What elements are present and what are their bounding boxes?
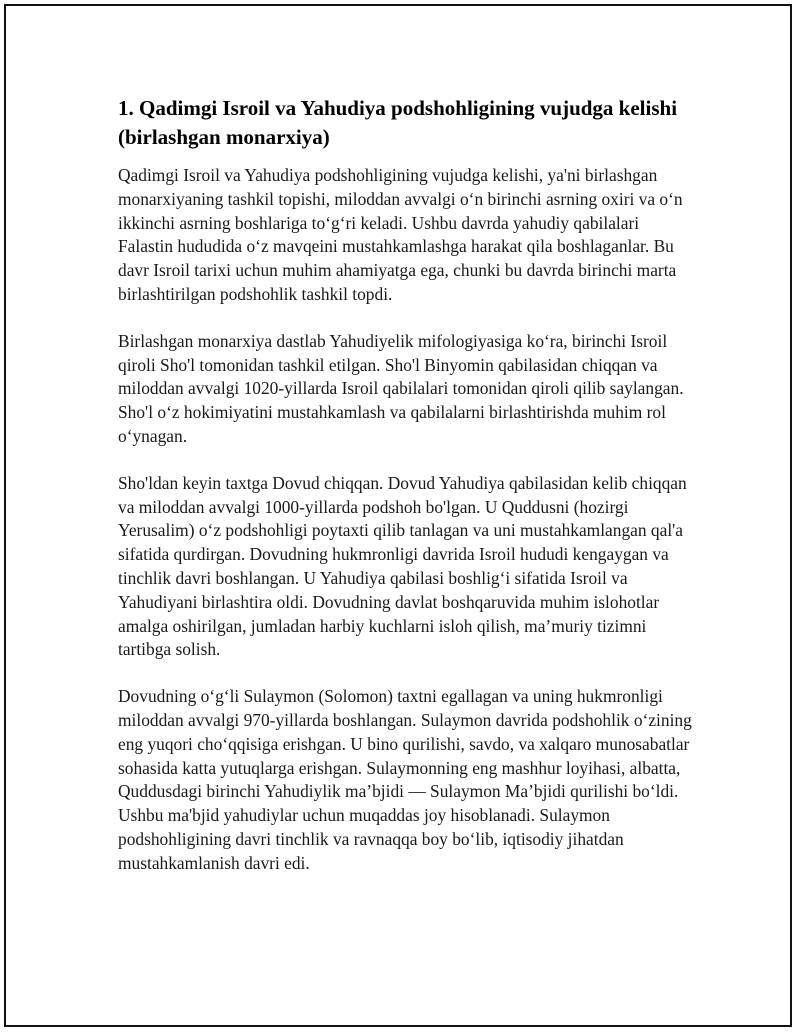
paragraph-2: Birlashgan monarxiya dastlab Yahudiyelik mifologiyasiga ko‘ra, birinchi Isroil qiroli Sho'l tomonidan tashkil etilgan. Sho'l Binyomin qabilasidan chiqqan va miloddan avvalgi 1020-yillarda Isroil qabilalari tomonidan qiroli qilib saylangan. Sho'l o‘z hokimiyatini mustahkamlash va qabilalarni birlashtirishda muhim rol o‘ynagan. <box>118 330 684 446</box>
paragraph-4: Dovudning o‘g‘li Sulaymon (Solomon) taxtni egallagan va uning hukmronligi miloddan avvalgi 970-yillarda boshlangan. Sulaymon davrida podshohlik o‘zining eng yuqori cho‘qqisiga erishgan. U bino qurilishi, savdo, va xalqaro munosabatlar sohasida katta yutuqlarga erishgan. Sulaymonning eng mashhur loyihasi, albatta, Quddusdagi birinchi Yahudiylik ma’bjidi — Sulaymon Ma’bjidi qurilishi bo‘ldi. Ushbu ma'bjid yahudiylar uchun muqaddas joy hisoblanadi. Sulaymon podshohligining davri tinchlik va ravnaqqa boy bo‘lib, iqtisodiy jihatdan mustahkamlanish davri edi. <box>118 686 692 873</box>
document-body <box>118 94 698 899</box>
section-heading: 1. Qadimgi Isroil va Yahudiya podshohligining vujudga kelishi (birlashgan monarxiya) <box>118 96 678 149</box>
paragraph-3: Sho'ldan keyin taxtga Dovud chiqqan. Dovud Yahudiya qabilasidan kelib chiqqan va miloddan avvalgi 1000-yillarda podshoh bo'lgan. U Quddusni (hozirgi Yerusalim) o‘z podshohligi poytaxti qilib tanlagan va uni mustahkamlangan qal'a sifatida qurdirgan. Dovudning hukmronligi davrida Isroil hududi kengaygan va tinchlik davri boshlangan. U Yahudiya qabilasi boshlig‘i sifatida Isroil va Yahudiyani birlashtira oldi. Dovudning davlat boshqaruvida muhim islohotlar amalga oshirilgan, jumladan harbiy kuchlarni isloh qilish, ma’muriy tizimni tartibga solish. <box>118 472 687 660</box>
paragraph-1: Qadimgi Isroil va Yahudiya podshohligining vujudga kelishi, ya'ni birlashgan monarxiyaning tashkil topishi, miloddan avvalgi o‘n birinchi asrning oxiri va o‘n ikkinchi asrning boshlariga to‘g‘ri keladi. Ushbu davrda yahudiy qabilalari Falastin hududida o‘z mavqeini mustahkamlashga harakat qila boshlaganlar. Bu davr Isroil tarixi uchun muhim ahamiyatga ega, chunki bu davrda birinchi marta birlashtirilgan podshohlik tashkil topdi. <box>118 165 683 304</box>
